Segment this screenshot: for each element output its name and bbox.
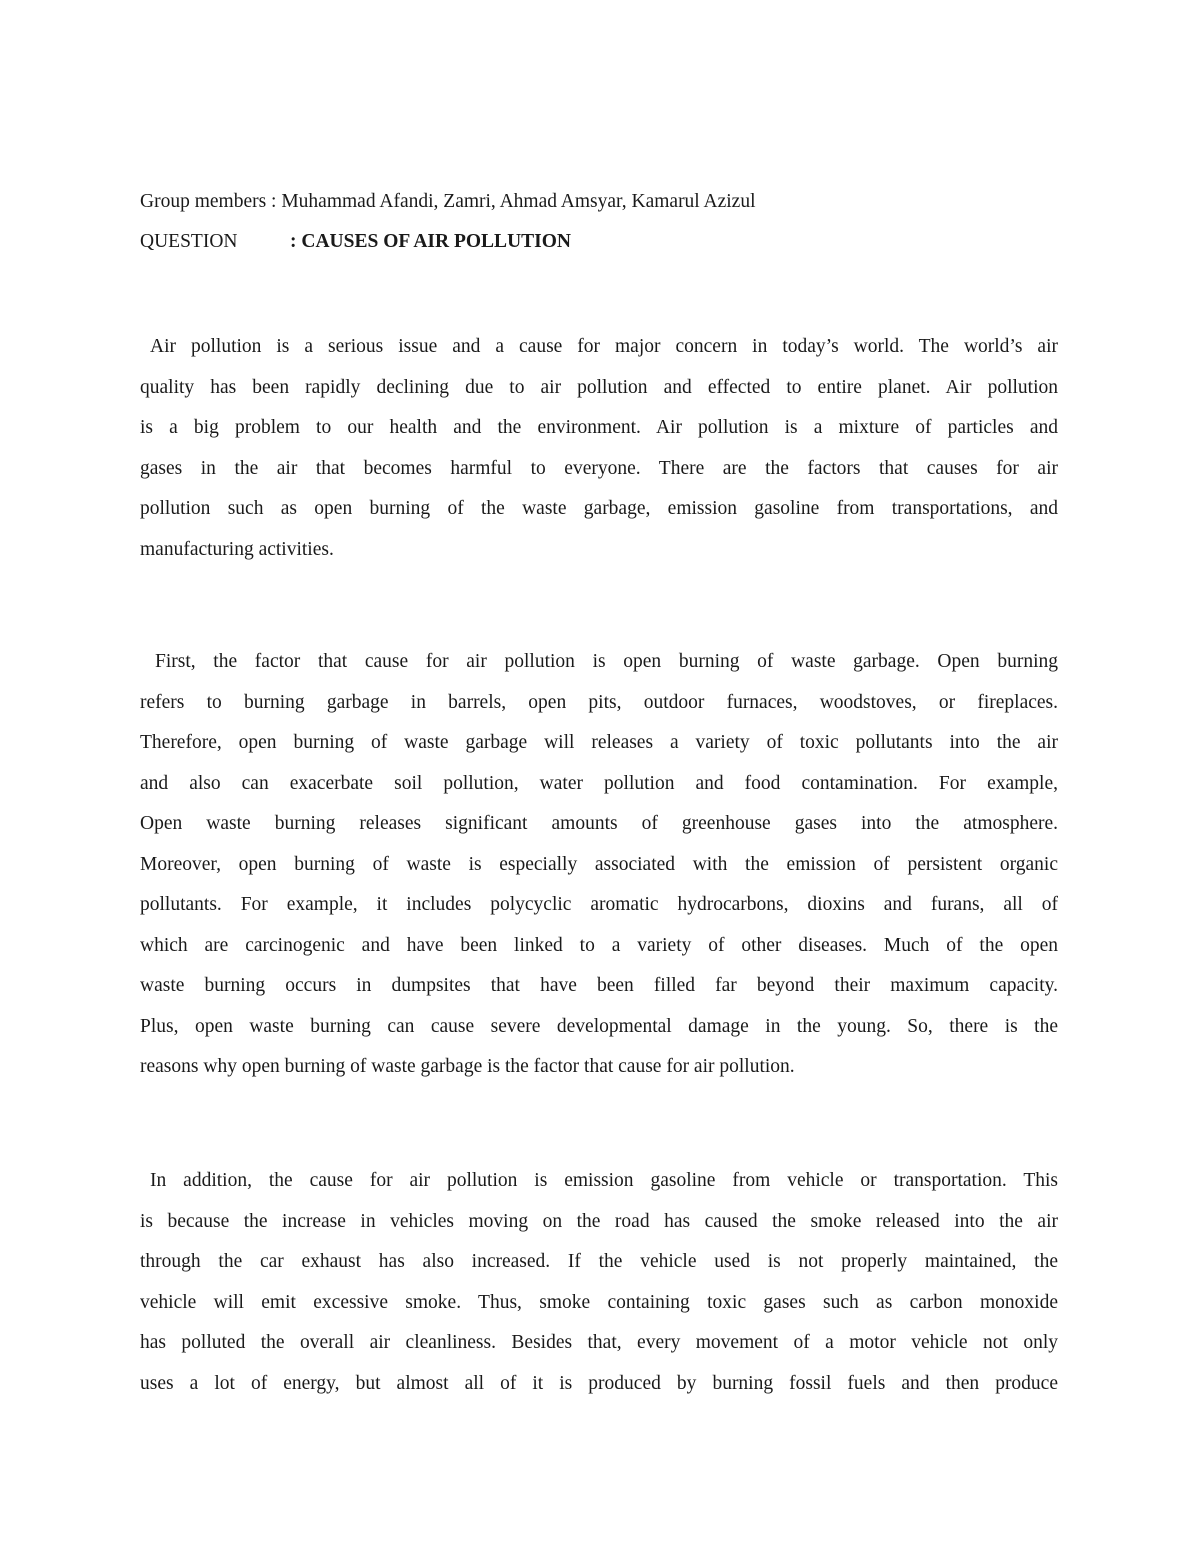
paragraph-line: manufacturing activities. xyxy=(140,538,334,560)
question-separator: : xyxy=(290,231,302,252)
paragraph-line: which are carcinogenic and have been linked to a variety of other diseases. Much of the open xyxy=(140,934,1058,956)
paragraph-line: First, the factor that cause for air pollution is open burning of waste garbage. Open burning xyxy=(155,651,1058,672)
paragraph-line: through the car exhaust has also increased. If the vehicle used is not properly maintained, the xyxy=(140,1251,1058,1272)
group-members: Group members : Muhammad Afandi, Zamri, Ahmad Amsyar, Kamarul Azizul xyxy=(140,191,756,212)
paragraph-line: is because the increase in vehicles moving on the road has caused the smoke released into the air xyxy=(140,1210,1058,1232)
paragraph-open-burning xyxy=(140,642,1058,1088)
paragraph-line: pollution such as open burning of the waste garbage, emission gasoline from transportations, and xyxy=(140,498,1058,519)
document-header xyxy=(140,182,1058,262)
paragraph-line: Plus, open waste burning can cause severe developmental damage in the young. So, there is the xyxy=(140,1015,1058,1037)
paragraph-line: quality has been rapidly declining due to air pollution and effected to entire planet. Air pollution xyxy=(140,376,1058,398)
paragraph-line: Therefore, open burning of waste garbage will releases a variety of toxic pollutants into the air xyxy=(140,732,1058,753)
paragraph-line: vehicle will emit excessive smoke. Thus, smoke containing toxic gases such as carbon monoxide xyxy=(140,1291,1058,1313)
question-line xyxy=(140,222,1058,262)
paragraph-line: In addition, the cause for air pollution is emission gasoline from vehicle or transportation. This xyxy=(150,1170,1058,1191)
paragraph-line: reasons why open burning of waste garbage is the factor that cause for air pollution. xyxy=(140,1056,795,1077)
paragraph-line: Moreover, open burning of waste is especially associated with the emission of persistent organic xyxy=(140,853,1058,875)
paragraph-line: waste burning occurs in dumpsites that have been filled far beyond their maximum capacity. xyxy=(140,975,1058,996)
paragraph-line: Open waste burning releases significant amounts of greenhouse gases into the atmosphere. xyxy=(140,813,1058,834)
question-title: CAUSES OF AIR POLLUTION xyxy=(301,231,571,252)
paragraph-line: has polluted the overall air cleanliness. Besides that, every movement of a motor vehicle not only xyxy=(140,1332,1058,1353)
paragraph-line: refers to burning garbage in barrels, open pits, outdoor furnaces, woodstoves, or fireplaces. xyxy=(140,691,1058,713)
paragraph-line: pollutants. For example, it includes polycyclic aromatic hydrocarbons, dioxins and furans, all of xyxy=(140,894,1058,915)
paragraph-vehicle-emission xyxy=(140,1161,1058,1404)
paragraph-line: gases in the air that becomes harmful to everyone. There are the factors that causes for air xyxy=(140,457,1058,479)
paragraph-line: is a big problem to our health and the environment. Air pollution is a mixture of particles and xyxy=(140,417,1058,438)
paragraph-line: Air pollution is a serious issue and a cause for major concern in today’s world. The world’s air xyxy=(150,336,1058,357)
paragraph-line: and also can exacerbate soil pollution, water pollution and food contamination. For example, xyxy=(140,772,1058,794)
question-label: QUESTION xyxy=(140,231,238,252)
paragraph-introduction xyxy=(140,327,1058,570)
paragraph-line: uses a lot of energy, but almost all of it is produced by burning fossil fuels and then produce xyxy=(140,1372,1058,1394)
